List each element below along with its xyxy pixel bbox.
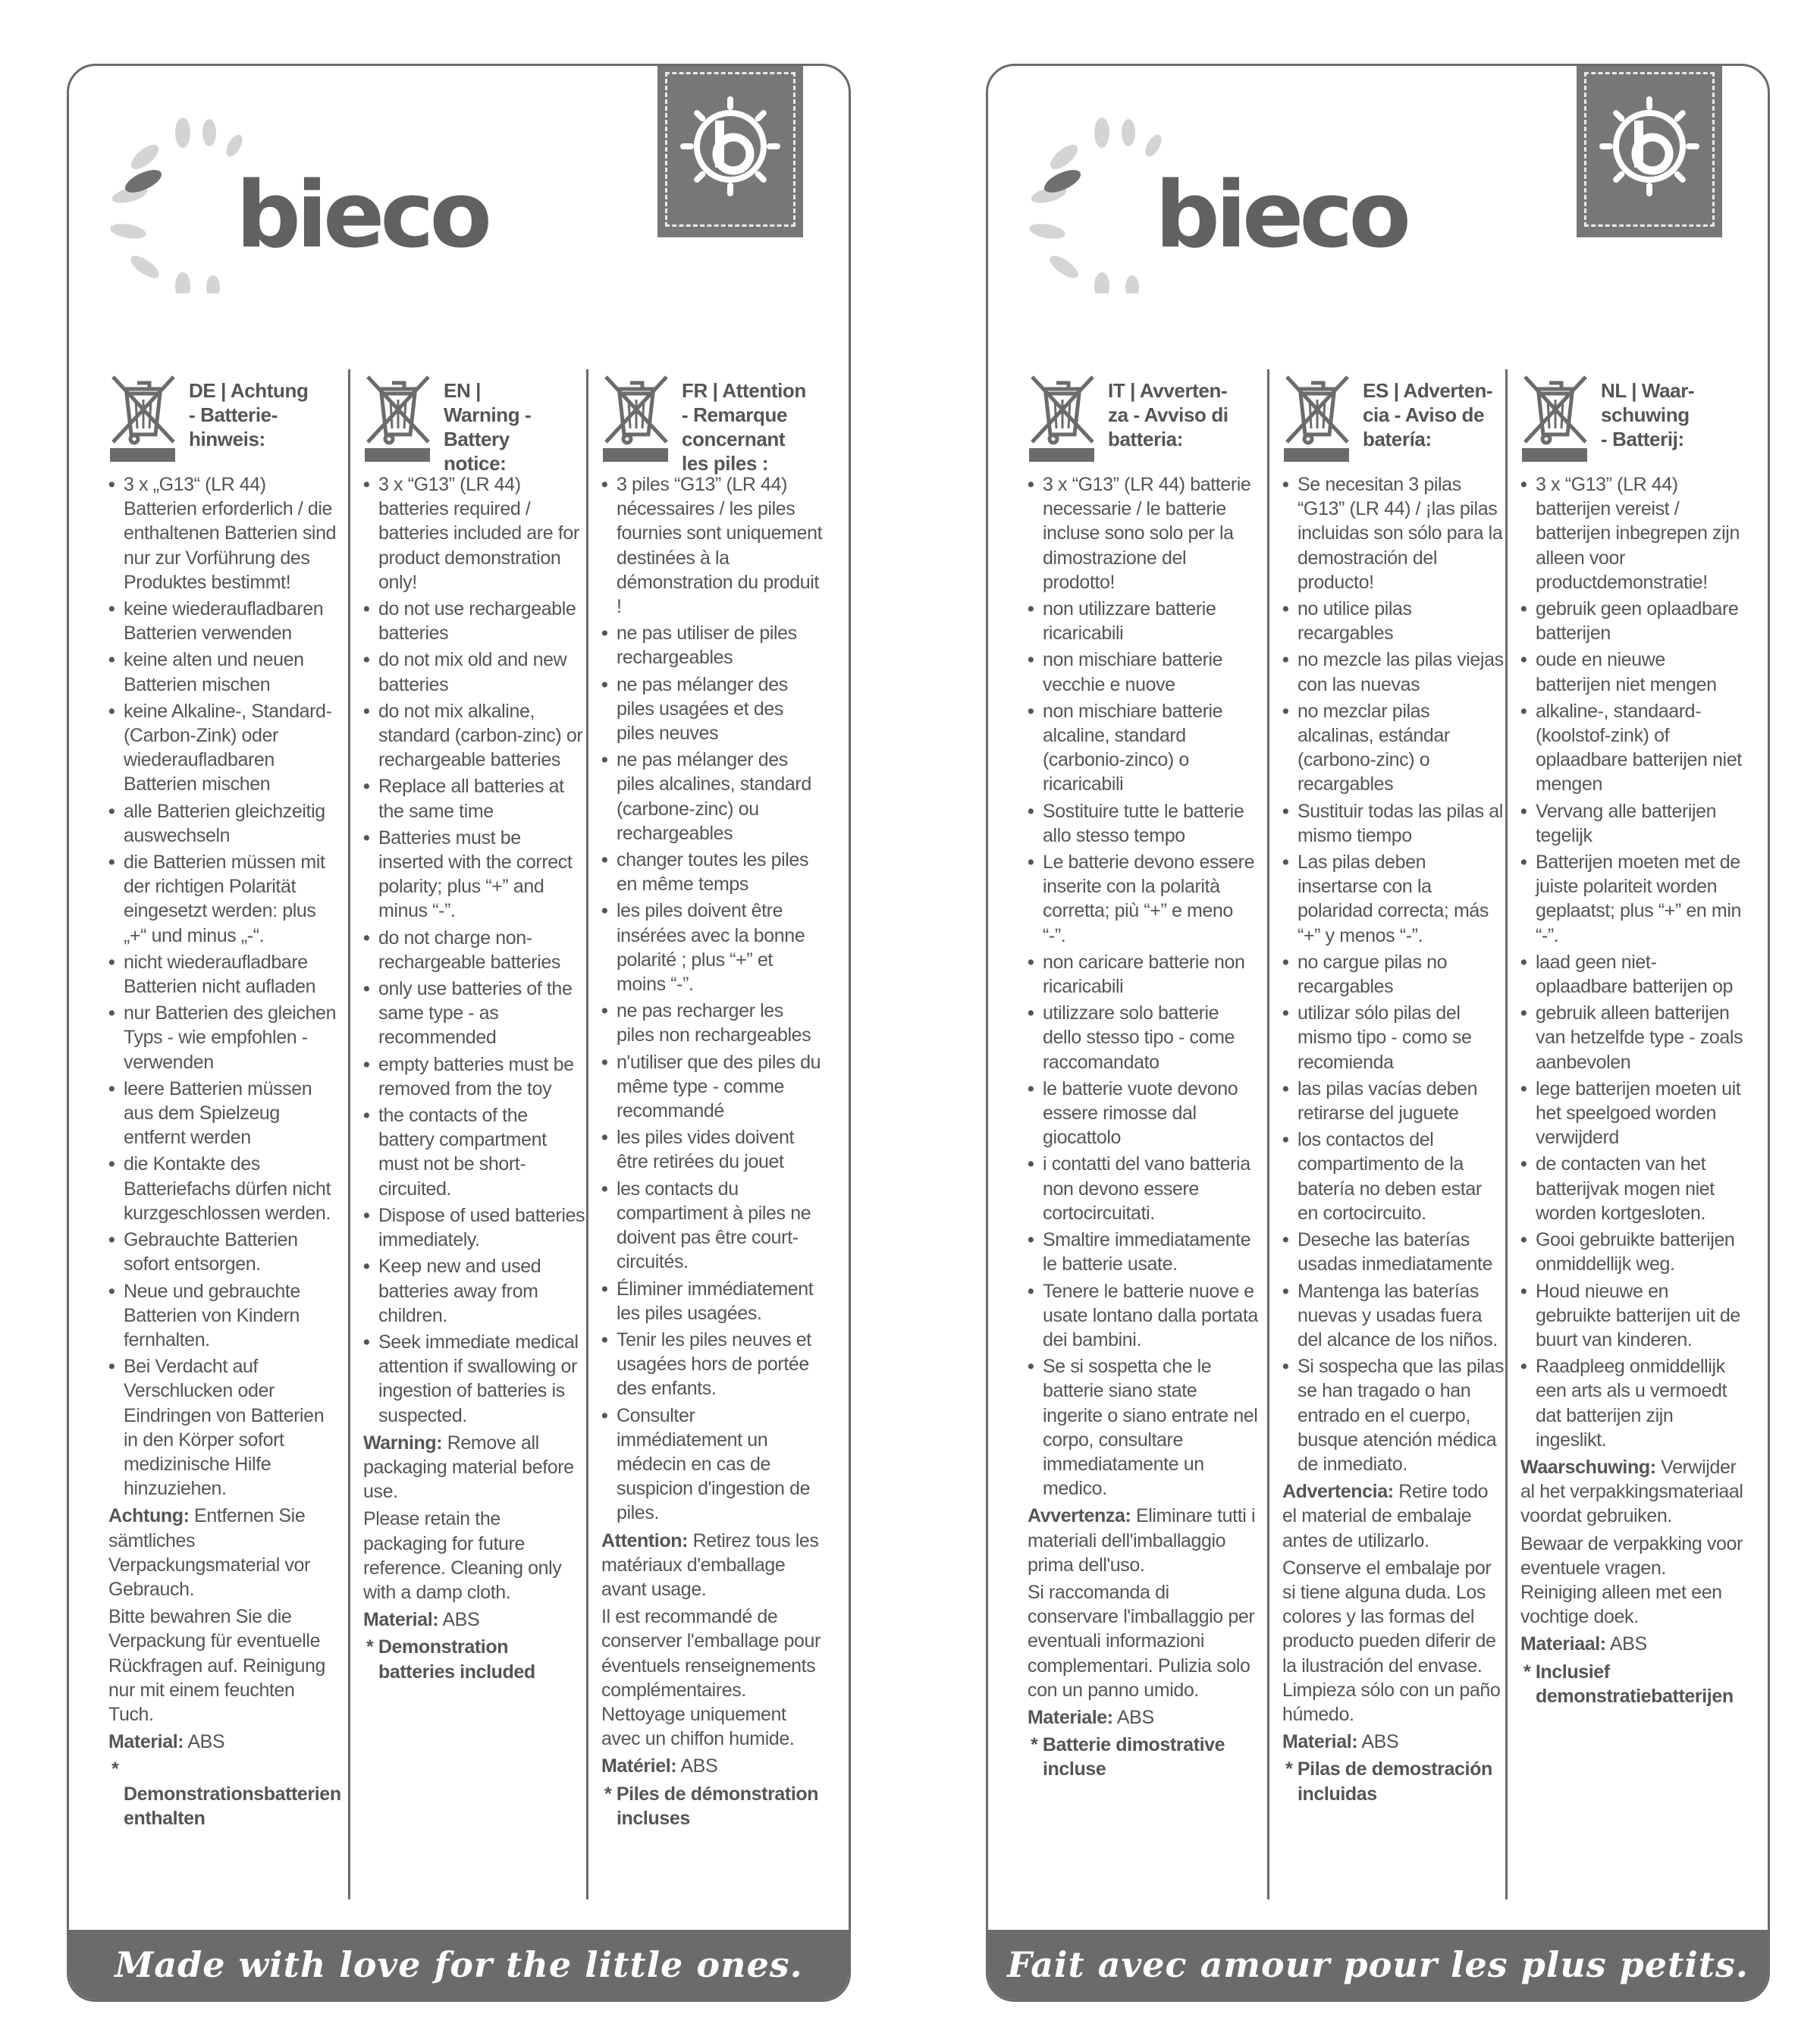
list-item: • alkaline-, standaard- (koolstof-zink) of oplaadbare batterijen niet mengen: [1520, 699, 1743, 797]
list-item: • laad geen niet-oplaadbare batterijen op: [1520, 950, 1743, 999]
care-paragraph: Bewaar de verpakking voor eventuele vragen. Reiniging alleen met een vochtige doek.: [1520, 1532, 1743, 1628]
battery-instruction-list: [601, 472, 824, 1526]
list-item: • ne pas mélanger des piles alcalines, standard (carbone-zinc) ou rechargeables: [601, 748, 824, 845]
column-header: [601, 293, 818, 475]
list-item: • Consulter immédiatement un médecin en cas de suspicion d'ingestion de piles.: [601, 1404, 824, 1526]
column-header: [1520, 293, 1737, 450]
material-value: ABS: [1609, 1633, 1647, 1655]
list-item: • gebruik geen oplaadbare batterijen: [1520, 597, 1743, 645]
list-item: • Gebrauchte Batterien sofort entsorgen.: [108, 1228, 339, 1276]
bin-underline-bar: [1522, 448, 1587, 462]
list-item: • 3 x “G13” (LR 44) batterie necessarie / le batterie incluse sono solo per la dimostrazione del prodotto!: [1028, 472, 1258, 594]
column-header: [1028, 293, 1252, 450]
list-item: • Sustituir todas las pilas al mismo tiempo: [1282, 799, 1505, 848]
demo-battery-note: * Batterie dimostrative incluse: [1031, 1734, 1225, 1780]
list-item: • les piles vides doivent être retirées du jouet: [601, 1125, 824, 1174]
list-item: • i contatti del vano batteria non devono essere cortocircuitati.: [1028, 1152, 1258, 1225]
list-item: • die Batterien müssen mit der richtigen Polarität eingesetzt werden: plus „+“ und minus „-“.: [108, 850, 339, 948]
list-item: • nur Batterien des gleichen Typs - wie empfohlen - verwenden: [108, 1001, 339, 1074]
list-item: • Neue und gebrauchte Batterien von Kindern fernhalten.: [108, 1279, 339, 1353]
list-item: • Vervang alle batterijen tegelijk: [1520, 799, 1743, 848]
column-divider: [348, 369, 350, 1899]
list-item: • oude en nieuwe batterijen niet mengen: [1520, 648, 1743, 696]
list-item: • 3 piles “G13” (LR 44) nécessaires / les piles fournies sont uniquement destinées à la démonstration du produit !: [601, 472, 824, 619]
list-item: • Deseche las baterías usadas inmediatamente: [1282, 1228, 1505, 1276]
tagline: Fait avec amour pour les plus petits.: [1007, 1944, 1749, 1985]
list-item: • non mischiare batterie vecchie e nuove: [1028, 648, 1258, 696]
column-title: IT | Avverten- za - Avviso di batteria:: [1108, 379, 1228, 450]
warning-paragraph: [601, 1529, 824, 1602]
demo-battery-note: * Inclusief demonstratiebatterijen: [1523, 1661, 1734, 1707]
bin-underline-bar: [110, 448, 175, 462]
column-body: [1520, 472, 1743, 1708]
warning-text: Eliminare tutti i materiali dell'imballaggio prima dell'uso.: [1028, 1505, 1256, 1576]
list-item: • Mantenga las baterías nuevas y usadas fuera del alcance de los niños.: [1282, 1279, 1505, 1353]
demo-battery-note: * Piles de démonstration incluses: [604, 1783, 819, 1829]
bin-underline-bar: [1284, 448, 1349, 462]
language-columns: [99, 293, 823, 1899]
list-item: • n'utiliser que des piles du même type - comme recommandé: [601, 1050, 824, 1124]
list-item: • ne pas mélanger des piles usagées et des piles neuves: [601, 673, 824, 746]
material-label: Material:: [108, 1731, 184, 1753]
material-label: Matériel:: [601, 1755, 677, 1777]
demo-battery-note: * Demonstrationsbatterien enthalten: [111, 1758, 341, 1829]
warning-text: Retire todo el material de embalaje antes de utilizarlo.: [1282, 1481, 1489, 1551]
column-divider: [1267, 369, 1269, 1899]
list-item: • Éliminer immédiatement les piles usagées.: [601, 1277, 824, 1325]
list-item: • non caricare batterie non ricaricabili: [1028, 950, 1258, 999]
column-title: EN | Warning - Battery notice:: [444, 379, 532, 475]
material-value: ABS: [1361, 1731, 1399, 1753]
material-line: [363, 1608, 586, 1632]
material-label: Materiaal:: [1520, 1633, 1606, 1655]
battery-instruction-list: [1520, 472, 1743, 1452]
list-item: • Raadpleeg onmiddellijk een arts als u vermoedt dat batterijen zijn ingeslikt.: [1520, 1354, 1743, 1452]
material-line: [1282, 1730, 1505, 1754]
column-header: [1282, 293, 1499, 450]
flower-petals-icon: [1018, 111, 1170, 293]
language-column: [354, 293, 589, 1899]
bieco-logo: [1018, 81, 1407, 324]
material-value: ABS: [187, 1731, 225, 1753]
list-item: • die Kontakte des Batteriefachs dürfen nicht kurzgeschlossen werden.: [108, 1152, 339, 1225]
list-item: • empty batteries must be removed from the toy: [363, 1052, 586, 1101]
list-item: • Dispose of used batteries immediately.: [363, 1203, 586, 1252]
list-item: • Bei Verdacht auf Verschlucken oder Eindringen von Batterien in den Körper sofort medizinische Hilfe hinzuziehen.: [108, 1354, 339, 1501]
warning-paragraph: [1520, 1455, 1743, 1529]
instruction-card: [986, 64, 1770, 2002]
list-item: • Tenere le batterie nuove e usate lontano dalla portata dei bambini.: [1028, 1279, 1258, 1353]
warning-label: Attention:: [601, 1529, 689, 1551]
list-item: • changer toutes les piles en même temps: [601, 848, 824, 896]
list-item: • 3 x „G13“ (LR 44) Batterien erforderlich / die enthaltenen Batterien sind nur zur Vorführung des Produktes bestimmt!: [108, 472, 339, 594]
brand-badge: [1577, 64, 1722, 237]
list-item: • Gooi gebruikte batterijen onmiddellijk weg.: [1520, 1228, 1743, 1276]
warning-text: Remove all packaging material before use.: [363, 1432, 574, 1503]
tagline-bar: [69, 1930, 849, 2000]
warning-text: Entfernen Sie sämtliches Verpackungsmaterial vor Gebrauch.: [108, 1505, 310, 1600]
brand-wordmark: bieco: [1155, 163, 1407, 268]
warning-paragraph: [1028, 1504, 1258, 1577]
column-header: [363, 293, 580, 475]
material-value: ABS: [442, 1609, 480, 1631]
list-item: • 3 x “G13” (LR 44) batteries required / batteries included are for product demonstration only!: [363, 472, 586, 594]
material-label: Material:: [363, 1609, 439, 1631]
column-title: ES | Adverten- cia - Aviso de batería:: [1363, 379, 1493, 450]
list-item: • keine wiederaufladbaren Batterien verwenden: [108, 597, 339, 645]
list-item: • no mezclar pilas alcalinas, estándar (carbono-zinc) o recargables: [1282, 699, 1505, 797]
list-item: • Batteries must be inserted with the correct polarity; plus “+” and minus “-”.: [363, 826, 586, 924]
list-item: • no cargue pilas no recargables: [1282, 950, 1505, 999]
care-paragraph: Conserve el embalaje por si tiene alguna duda. Los colores y las formas del producto pueden diferir de la ilustración del envase. Limpieza sólo con un paño húmedo.: [1282, 1557, 1501, 1725]
list-item: • de contacten van het batterijvak mogen niet worden kortgesloten.: [1520, 1152, 1743, 1225]
list-item: • alle Batterien gleichzeitig auswechseln: [108, 799, 339, 848]
demo-battery-note: * Demonstration batteries included: [366, 1636, 535, 1683]
bin-underline-bar: [365, 448, 430, 462]
list-item: • leere Batterien müssen aus dem Spielzeug entfernt werden: [108, 1077, 339, 1150]
instruction-card: [67, 64, 851, 2002]
battery-instruction-list: [108, 472, 339, 1501]
bieco-logo: [99, 81, 488, 324]
language-column: [1273, 293, 1508, 1899]
battery-instruction-list: [1028, 472, 1258, 1501]
crossed-out-bin-icon: [1520, 372, 1590, 445]
crossed-out-bin-icon: [363, 372, 433, 445]
crossed-out-bin-icon: [1028, 372, 1097, 445]
material-label: Material:: [1282, 1731, 1358, 1753]
list-item: • Batterijen moeten met de juiste polariteit worden geplaatst; plus “+” en min “-”.: [1520, 850, 1743, 948]
column-body: [108, 472, 339, 1830]
sun-b-badge-icon: [677, 93, 783, 199]
list-item: • keine Alkaline-, Standard- (Carbon-Zink) oder wiederaufladbaren Batterien mischen: [108, 699, 339, 797]
list-item: • do not mix old and new batteries: [363, 648, 586, 696]
list-item: • Las pilas deben insertarse con la polaridad correcta; más “+” y menos “-”.: [1282, 850, 1505, 948]
warning-label: Waarschuwing:: [1520, 1456, 1656, 1478]
list-item: • the contacts of the battery compartment must not be short-circuited.: [363, 1103, 586, 1201]
brand-badge: [657, 64, 803, 237]
care-paragraph: Please retain the packaging for future reference. Cleaning only with a damp cloth.: [363, 1508, 562, 1603]
sun-b-badge-icon: [1596, 93, 1702, 199]
warning-paragraph: [1282, 1479, 1505, 1553]
column-header: [108, 293, 333, 450]
list-item: • non mischiare batterie alcaline, standard (carbonio-zinco) o ricaricabili: [1028, 699, 1258, 797]
list-item: • ne pas utiliser de piles rechargeables: [601, 621, 824, 670]
language-column: [1018, 293, 1261, 1899]
language-columns: [1018, 293, 1743, 1899]
list-item: • Keep new and used batteries away from children.: [363, 1254, 586, 1328]
language-column: [99, 293, 342, 1899]
material-value: ABS: [680, 1755, 718, 1777]
list-item: • do not use rechargeable batteries: [363, 597, 586, 645]
battery-instruction-list: [363, 472, 586, 1428]
list-item: • gebruik alleen batterijen van hetzelfde type - zoals aanbevolen: [1520, 1001, 1743, 1074]
list-item: • lege batterijen moeten uit het speelgoed worden verwijderd: [1520, 1077, 1743, 1150]
warning-label: Achtung:: [108, 1505, 190, 1527]
list-item: • Houd nieuwe en gebruikte batterijen uit de buurt van kinderen.: [1520, 1279, 1743, 1353]
list-item: • no mezcle las pilas viejas con las nuevas: [1282, 648, 1505, 696]
list-item: • Seek immediate medical attention if swallowing or ingestion of batteries is suspected.: [363, 1330, 586, 1428]
list-item: • Se necesitan 3 pilas “G13” (LR 44) / ¡las pilas incluidas son sólo para la demostración del producto!: [1282, 472, 1505, 594]
warning-paragraph: [108, 1504, 339, 1601]
material-line: [1520, 1632, 1743, 1656]
bin-underline-bar: [1029, 448, 1094, 462]
care-paragraph: Bitte bewahren Sie die Verpackung für eventuelle Rückfragen auf. Reinigung nur mit einem feuchten Tuch.: [108, 1606, 326, 1725]
list-item: • los contactos del compartimento de la batería no deben estar en cortocircuito.: [1282, 1128, 1505, 1225]
crossed-out-bin-icon: [108, 372, 178, 445]
list-item: • keine alten und neuen Batterien mischen: [108, 648, 339, 696]
list-item: • do not mix alkaline, standard (carbon-zinc) or rechargeable batteries: [363, 699, 586, 773]
column-title: DE | Achtung - Batterie- hinweis:: [189, 379, 309, 450]
warning-label: Avvertenza:: [1028, 1505, 1131, 1527]
list-item: • do not charge non-rechargeable batteries: [363, 926, 586, 974]
list-item: • ne pas recharger les piles non rechargeables: [601, 999, 824, 1047]
language-column: [1511, 293, 1746, 1899]
language-column: [592, 293, 827, 1899]
list-item: • Smaltire immediatamente le batterie usate.: [1028, 1228, 1258, 1276]
bin-underline-bar: [603, 448, 668, 462]
tagline-bar: [988, 1930, 1768, 2000]
list-item: • las pilas vacías deben retirarse del juguete: [1282, 1077, 1505, 1125]
list-item: • Tenir les piles neuves et usagées hors de portée des enfants.: [601, 1328, 824, 1401]
column-title: FR | Attention - Remarque concernant les piles :: [682, 379, 806, 475]
care-paragraph: Il est recommandé de conserver l'emballage pour éventuels renseignements complémentaires. Nettoyage uniquement avec un chiffon humide.: [601, 1606, 821, 1750]
list-item: • utilizar sólo pilas del mismo tipo - como se recomienda: [1282, 1001, 1505, 1074]
list-item: • only use batteries of the same type - as recommended: [363, 977, 586, 1050]
warning-text: Retirez tous les matériaux d'emballage avant usage.: [601, 1529, 819, 1600]
warning-label: Warning:: [363, 1432, 443, 1454]
list-item: • Sostituire tutte le batterie allo stesso tempo: [1028, 799, 1258, 848]
list-item: • Replace all batteries at the same time: [363, 774, 586, 823]
battery-instruction-list: [1282, 472, 1505, 1476]
care-paragraph: Si raccomanda di conservare l'imballaggio per eventuali informazioni complementari. Pulizia solo con un panno umido.: [1028, 1581, 1255, 1701]
flower-petals-icon: [99, 111, 251, 293]
material-line: [108, 1730, 339, 1754]
list-item: • les piles doivent être insérées avec la bonne polarité ; plus “+” et moins “-”.: [601, 899, 824, 996]
list-item: • le batterie vuote devono essere rimosse dal giocattolo: [1028, 1077, 1258, 1150]
column-title: NL | Waar- schuwing - Batterij:: [1601, 379, 1695, 450]
list-item: • non utilizzare batterie ricaricabili: [1028, 597, 1258, 645]
demo-battery-note: * Pilas de demostración incluidas: [1285, 1758, 1492, 1805]
material-label: Materiale:: [1028, 1706, 1113, 1728]
list-item: • 3 x “G13” (LR 44) batterijen vereist / batterijen inbegrepen zijn alleen voor productdemonstratie!: [1520, 472, 1743, 594]
crossed-out-bin-icon: [1282, 372, 1352, 445]
list-item: • no utilice pilas recargables: [1282, 597, 1505, 645]
column-body: [601, 472, 824, 1830]
brand-wordmark: bieco: [236, 163, 488, 268]
list-item: • utilizzare solo batterie dello stesso tipo - come raccomandato: [1028, 1001, 1258, 1074]
column-body: [1028, 472, 1258, 1782]
warning-paragraph: [363, 1431, 586, 1504]
list-item: • nicht wiederaufladbare Batterien nicht aufladen: [108, 950, 339, 999]
material-line: [1028, 1705, 1258, 1730]
warning-text: Verwijder al het verpakkingsmateriaal voordat gebruiken.: [1520, 1456, 1743, 1527]
list-item: • Se si sospetta che le batterie siano state ingerite o siano entrate nel corpo, consultare immediatamente un medico.: [1028, 1354, 1258, 1501]
material-value: ABS: [1116, 1706, 1154, 1728]
list-item: • les contacts du compartiment à piles ne doivent pas être court-circuités.: [601, 1177, 824, 1275]
list-item: • Le batterie devono essere inserite con la polarità corretta; più “+” e meno “-”.: [1028, 850, 1258, 948]
warning-label: Advertencia:: [1282, 1481, 1394, 1503]
tagline: Made with love for the little ones.: [115, 1944, 803, 1985]
column-body: [363, 472, 586, 1684]
list-item: • Si sospecha que las pilas se han tragado o han entrado en el cuerpo, busque atención médica de inmediato.: [1282, 1354, 1505, 1476]
column-body: [1282, 472, 1505, 1806]
material-line: [601, 1754, 824, 1778]
crossed-out-bin-icon: [601, 372, 671, 445]
